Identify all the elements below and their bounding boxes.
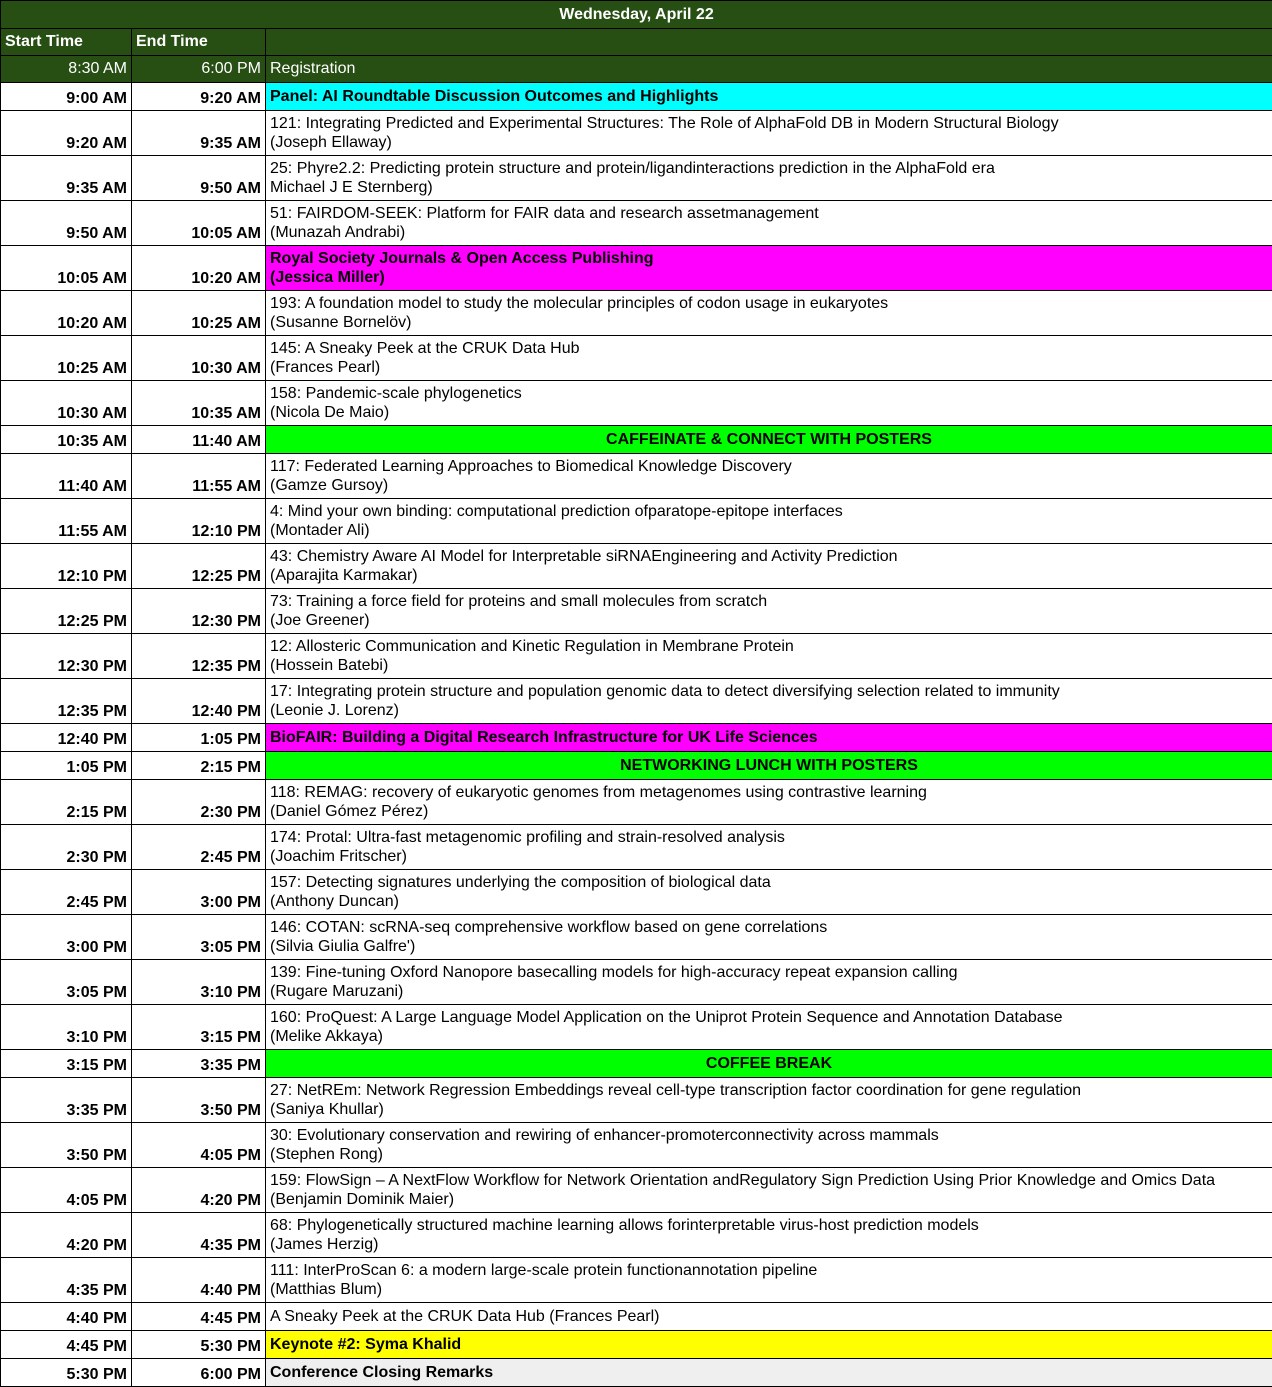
- registration-row: [1, 56, 1272, 83]
- start-time: 12:30 PM: [1, 634, 132, 679]
- registration-label: Registration: [266, 56, 1272, 83]
- start-time: 12:25 PM: [1, 589, 132, 634]
- start-time: 12:10 PM: [1, 544, 132, 589]
- start-time: 10:25 AM: [1, 336, 132, 381]
- session-title: 25: Phyre2.2: Predicting protein structure and protein/ligandinteractions prediction in the AlphaFold era: [270, 159, 1268, 179]
- start-time: 10:05 AM: [1, 246, 132, 291]
- start-time: 3:00 PM: [1, 915, 132, 960]
- session-speaker: (Montader Ali): [270, 521, 1268, 541]
- schedule-row: [1, 752, 1272, 780]
- end-time: 2:15 PM: [132, 752, 266, 780]
- session-description: [266, 1303, 1272, 1331]
- schedule-row: [1, 336, 1272, 381]
- schedule-row: [1, 499, 1272, 544]
- schedule-row: [1, 724, 1272, 752]
- session-title: 159: FlowSign – A NextFlow Workflow for Network Orientation andRegulatory Sign Prediction Using Prior Knowledge and Omics Data: [270, 1171, 1268, 1191]
- schedule-body: [1, 1, 1272, 1387]
- registration-start: 8:30 AM: [1, 56, 132, 83]
- session-speaker: (Silvia Giulia Galfre'): [270, 937, 1268, 957]
- session-speaker: (Saniya Khullar): [270, 1100, 1268, 1120]
- end-time: 9:35 AM: [132, 111, 266, 156]
- session-description: [266, 156, 1272, 201]
- session-speaker: (Matthias Blum): [270, 1280, 1268, 1300]
- schedule-row: [1, 1005, 1272, 1050]
- session-title: 27: NetREm: Network Regression Embeddings reveal cell-type transcription factor coordination for gene regulation: [270, 1081, 1268, 1101]
- session-title: NETWORKING LUNCH WITH POSTERS: [270, 756, 1268, 776]
- start-time: 10:20 AM: [1, 291, 132, 336]
- schedule-row: [1, 960, 1272, 1005]
- session-description: [266, 201, 1272, 246]
- session-description: [266, 1050, 1272, 1078]
- session-speaker: (Leonie J. Lorenz): [270, 701, 1268, 721]
- start-time: 9:35 AM: [1, 156, 132, 201]
- end-time: 4:20 PM: [132, 1168, 266, 1213]
- end-time: 4:40 PM: [132, 1258, 266, 1303]
- session-title: CAFFEINATE & CONNECT WITH POSTERS: [270, 430, 1268, 450]
- schedule-row: [1, 454, 1272, 499]
- column-header-row: [1, 29, 1272, 56]
- session-description: [266, 1331, 1272, 1359]
- session-title: 118: REMAG: recovery of eukaryotic genomes from metagenomes using contrastive learning: [270, 783, 1268, 803]
- session-speaker: (Frances Pearl): [270, 358, 1268, 378]
- end-time: 12:30 PM: [132, 589, 266, 634]
- session-description: [266, 960, 1272, 1005]
- session-title: 111: InterProScan 6: a modern large-scale protein functionannotation pipeline: [270, 1261, 1268, 1281]
- start-time: 2:45 PM: [1, 870, 132, 915]
- registration-end: 6:00 PM: [132, 56, 266, 83]
- session-title: A Sneaky Peek at the CRUK Data Hub (Frances Pearl): [270, 1307, 1268, 1327]
- start-time: 9:00 AM: [1, 83, 132, 111]
- schedule-row: [1, 1359, 1272, 1387]
- session-description: [266, 1123, 1272, 1168]
- session-description: [266, 825, 1272, 870]
- session-description: [266, 1005, 1272, 1050]
- start-time: 3:10 PM: [1, 1005, 132, 1050]
- end-time: 3:10 PM: [132, 960, 266, 1005]
- start-time: 10:35 AM: [1, 426, 132, 454]
- session-description: [266, 1078, 1272, 1123]
- end-time: 3:35 PM: [132, 1050, 266, 1078]
- start-time: 12:40 PM: [1, 724, 132, 752]
- start-time: 4:20 PM: [1, 1213, 132, 1258]
- schedule-row: [1, 156, 1272, 201]
- schedule-row: [1, 915, 1272, 960]
- session-description: [266, 1213, 1272, 1258]
- end-time: 12:10 PM: [132, 499, 266, 544]
- start-time: 9:50 AM: [1, 201, 132, 246]
- session-description: [266, 83, 1272, 111]
- schedule-row: [1, 1123, 1272, 1168]
- end-time-header: End Time: [132, 29, 266, 56]
- end-time: 1:05 PM: [132, 724, 266, 752]
- end-time: 10:35 AM: [132, 381, 266, 426]
- session-speaker: (Melike Akkaya): [270, 1027, 1268, 1047]
- end-time: 3:00 PM: [132, 870, 266, 915]
- start-time: 4:05 PM: [1, 1168, 132, 1213]
- session-title: 146: COTAN: scRNA-seq comprehensive workflow based on gene correlations: [270, 918, 1268, 938]
- session-title: 17: Integrating protein structure and population genomic data to detect diversifying selection related to immunity: [270, 682, 1268, 702]
- start-time: 3:15 PM: [1, 1050, 132, 1078]
- schedule-row: [1, 246, 1272, 291]
- schedule-row: [1, 1050, 1272, 1078]
- session-description: [266, 291, 1272, 336]
- start-time: 4:45 PM: [1, 1331, 132, 1359]
- session-description: [266, 1168, 1272, 1213]
- schedule-row: [1, 1078, 1272, 1123]
- session-title: 160: ProQuest: A Large Language Model Application on the Uniprot Protein Sequence and Annotation Database: [270, 1008, 1268, 1028]
- schedule-row: [1, 544, 1272, 589]
- session-description: [266, 589, 1272, 634]
- start-time-header: Start Time: [1, 29, 132, 56]
- start-time: 2:30 PM: [1, 825, 132, 870]
- start-time: 3:05 PM: [1, 960, 132, 1005]
- session-title: 51: FAIRDOM-SEEK: Platform for FAIR data and research assetmanagement: [270, 204, 1268, 224]
- schedule-row: [1, 825, 1272, 870]
- start-time: 3:35 PM: [1, 1078, 132, 1123]
- session-title: 43: Chemistry Aware AI Model for Interpretable siRNAEngineering and Activity Prediction: [270, 547, 1268, 567]
- start-time: 11:55 AM: [1, 499, 132, 544]
- session-title: 73: Training a force field for proteins and small molecules from scratch: [270, 592, 1268, 612]
- session-description: [266, 634, 1272, 679]
- schedule-row: [1, 634, 1272, 679]
- end-time: 5:30 PM: [132, 1331, 266, 1359]
- session-description: [266, 381, 1272, 426]
- session-title: 30: Evolutionary conservation and rewiring of enhancer-promoterconnectivity across mammals: [270, 1126, 1268, 1146]
- end-time: 12:25 PM: [132, 544, 266, 589]
- schedule-row: [1, 1213, 1272, 1258]
- end-time: 3:15 PM: [132, 1005, 266, 1050]
- session-title: 174: Protal: Ultra-fast metagenomic profiling and strain-resolved analysis: [270, 828, 1268, 848]
- session-description: [266, 752, 1272, 780]
- end-time: 10:20 AM: [132, 246, 266, 291]
- end-time: 12:35 PM: [132, 634, 266, 679]
- start-time: 2:15 PM: [1, 780, 132, 825]
- session-title: Panel: AI Roundtable Discussion Outcomes and Highlights: [270, 87, 1268, 107]
- end-time: 10:05 AM: [132, 201, 266, 246]
- day-title: Wednesday, April 22: [1, 1, 1272, 29]
- start-time: 10:30 AM: [1, 381, 132, 426]
- session-description: [266, 724, 1272, 752]
- schedule-row: [1, 1258, 1272, 1303]
- end-time: 6:00 PM: [132, 1359, 266, 1387]
- end-time: 9:50 AM: [132, 156, 266, 201]
- session-description: [266, 246, 1272, 291]
- session-title: Conference Closing Remarks: [270, 1363, 1268, 1383]
- session-description: [266, 111, 1272, 156]
- schedule-row: [1, 381, 1272, 426]
- end-time: 9:20 AM: [132, 83, 266, 111]
- session-speaker: (Nicola De Maio): [270, 403, 1268, 423]
- schedule-row: [1, 111, 1272, 156]
- schedule-row: [1, 83, 1272, 111]
- session-speaker: (Daniel Gómez Pérez): [270, 802, 1268, 822]
- schedule-row: [1, 589, 1272, 634]
- session-speaker: (James Herzig): [270, 1235, 1268, 1255]
- session-speaker: (Benjamin Dominik Maier): [270, 1190, 1268, 1210]
- session-title: 12: Allosteric Communication and Kinetic Regulation in Membrane Protein: [270, 637, 1268, 657]
- session-speaker: (Stephen Rong): [270, 1145, 1268, 1165]
- session-description: [266, 454, 1272, 499]
- session-title: 117: Federated Learning Approaches to Biomedical Knowledge Discovery: [270, 457, 1268, 477]
- end-time: 4:45 PM: [132, 1303, 266, 1331]
- session-speaker: (Jessica Miller): [270, 268, 1268, 288]
- session-description: [266, 544, 1272, 589]
- session-title: 145: A Sneaky Peek at the CRUK Data Hub: [270, 339, 1268, 359]
- end-time: 4:35 PM: [132, 1213, 266, 1258]
- end-time: 3:05 PM: [132, 915, 266, 960]
- end-time: 10:30 AM: [132, 336, 266, 381]
- start-time: 11:40 AM: [1, 454, 132, 499]
- end-time: 10:25 AM: [132, 291, 266, 336]
- end-time: 4:05 PM: [132, 1123, 266, 1168]
- session-speaker: (Gamze Gursoy): [270, 476, 1268, 496]
- session-speaker: (Aparajita Karmakar): [270, 566, 1268, 586]
- start-time: 9:20 AM: [1, 111, 132, 156]
- session-description: [266, 426, 1272, 454]
- session-speaker: (Munazah Andrabi): [270, 223, 1268, 243]
- end-time: 11:40 AM: [132, 426, 266, 454]
- session-speaker: (Susanne Bornelöv): [270, 313, 1268, 333]
- session-speaker: Michael J E Sternberg): [270, 178, 1268, 198]
- start-time: 5:30 PM: [1, 1359, 132, 1387]
- session-description: [266, 679, 1272, 724]
- session-speaker: (Anthony Duncan): [270, 892, 1268, 912]
- session-title: 193: A foundation model to study the molecular principles of codon usage in eukaryotes: [270, 294, 1268, 314]
- start-time: 4:35 PM: [1, 1258, 132, 1303]
- session-description: [266, 336, 1272, 381]
- session-speaker: (Hossein Batebi): [270, 656, 1268, 676]
- session-header: [266, 29, 1272, 56]
- session-description: [266, 780, 1272, 825]
- session-description: [266, 1258, 1272, 1303]
- schedule-row: [1, 1303, 1272, 1331]
- session-speaker: (Joseph Ellaway): [270, 133, 1268, 153]
- schedule-row: [1, 1168, 1272, 1213]
- session-title: 68: Phylogenetically structured machine learning allows forinterpretable virus-host prediction models: [270, 1216, 1268, 1236]
- session-title: 157: Detecting signatures underlying the composition of biological data: [270, 873, 1268, 893]
- day-title-row: [1, 1, 1272, 29]
- session-speaker: (Rugare Maruzani): [270, 982, 1268, 1002]
- session-title: COFFEE BREAK: [270, 1054, 1268, 1074]
- end-time: 3:50 PM: [132, 1078, 266, 1123]
- session-description: [266, 915, 1272, 960]
- session-title: 4: Mind your own binding: computational prediction ofparatope-epitope interfaces: [270, 502, 1268, 522]
- schedule-row: [1, 426, 1272, 454]
- start-time: 3:50 PM: [1, 1123, 132, 1168]
- session-title: 121: Integrating Predicted and Experimental Structures: The Role of AlphaFold DB in Modern Structural Biology: [270, 114, 1268, 134]
- start-time: 4:40 PM: [1, 1303, 132, 1331]
- schedule-row: [1, 201, 1272, 246]
- end-time: 2:30 PM: [132, 780, 266, 825]
- session-title: Keynote #2: Syma Khalid: [270, 1335, 1268, 1355]
- end-time: 2:45 PM: [132, 825, 266, 870]
- schedule-row: [1, 870, 1272, 915]
- start-time: 1:05 PM: [1, 752, 132, 780]
- session-description: [266, 499, 1272, 544]
- session-speaker: (Joe Greener): [270, 611, 1268, 631]
- session-title: Royal Society Journals & Open Access Publishing: [270, 249, 1268, 269]
- schedule-row: [1, 291, 1272, 336]
- session-speaker: (Joachim Fritscher): [270, 847, 1268, 867]
- session-title: BioFAIR: Building a Digital Research Infrastructure for UK Life Sciences: [270, 728, 1268, 748]
- end-time: 11:55 AM: [132, 454, 266, 499]
- session-title: 139: Fine-tuning Oxford Nanopore basecalling models for high-accuracy repeat expansion calling: [270, 963, 1268, 983]
- schedule-row: [1, 780, 1272, 825]
- start-time: 12:35 PM: [1, 679, 132, 724]
- end-time: 12:40 PM: [132, 679, 266, 724]
- schedule-row: [1, 1331, 1272, 1359]
- schedule-row: [1, 679, 1272, 724]
- session-description: [266, 1359, 1272, 1387]
- session-title: 158: Pandemic-scale phylogenetics: [270, 384, 1268, 404]
- session-description: [266, 870, 1272, 915]
